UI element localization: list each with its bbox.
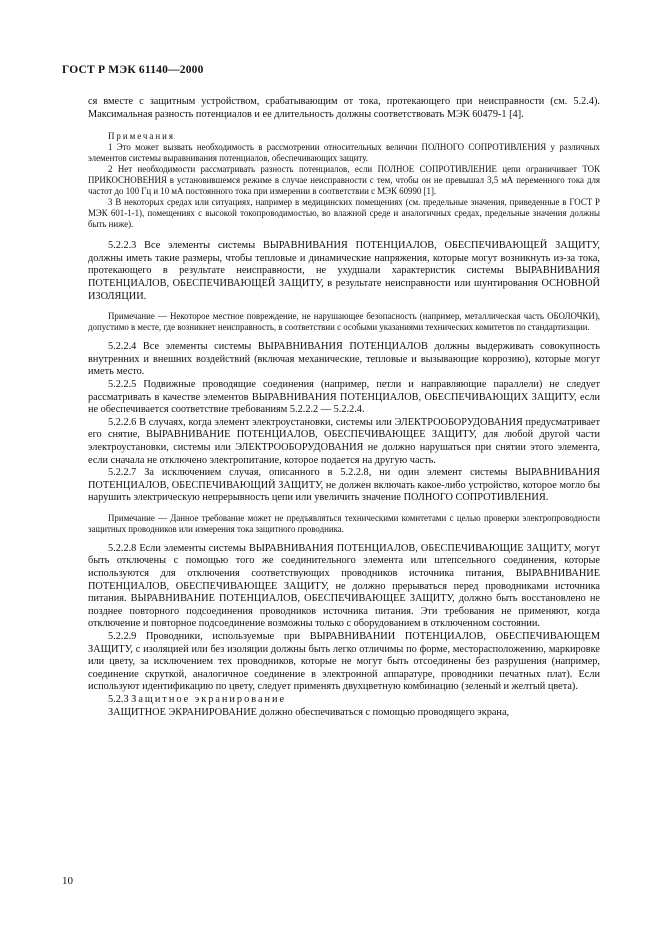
clause-5-2-2-8: 5.2.2.8 Если элементы системы ВЫРАВНИВАНИЯ ПОТЕНЦИАЛОВ, ОБЕСПЕЧИВАЮЩИЕ ЗАЩИТУ, могут быть отключены с помощью того же соединительного элемента или штепсельного соединения, которые используются для отключения соответствующих проводников источника питания, ВЫРАВНИВАНИЕ ПОТЕНЦИАЛОВ, ОБЕСПЕЧИВАЮЩЕЕ ЗАЩИТУ, не должно прерываться перед проводниками источника питания. ВЫРАВНИВАНИЕ ПОТЕНЦИАЛОВ, ОБЕСПЕЧИВАЮЩЕЕ ЗАЩИТУ, должно быть восстановлено не позднее повторного подсоединения проводников источника питания. Эти требования не применяют, когда отключение и повторное подсоединение возможны только с оборудованием в отключенном состоянии. [88, 542, 600, 630]
notes-heading: Примечания [108, 131, 175, 142]
clause-5-2-2-3: 5.2.2.3 Все элементы системы ВЫРАВНИВАНИЯ ПОТЕНЦИАЛОВ, ОБЕСПЕЧИВАЮЩЕЙ ЗАЩИТУ, должны иметь такие размеры, чтобы тепловые и динамические напряжения, которые могут возникнуть из-за тока, протекающего в результате неисправности, не ухудшали характеристик системы ВЫРАВНИВАНИЯ ПОТЕНЦИАЛОВ, ОБЕСПЕЧИВАЮЩЕЙ ЗАЩИТУ, в результате неисправности или шунтирования ОСНОВНОЙ ИЗОЛЯЦИИ. [88, 240, 600, 302]
continuation-paragraph: ся вместе с защитным устройством, срабатывающим от тока, протекающего при неисправности (см. 5.2.4). Максимальная разность потенциалов и ее длительность должны соответствовать МЭК 60479-1 [4]. [88, 96, 600, 120]
note-5-2-2-3: Примечание — Некоторое местное повреждение, не нарушающее безопасность (например, металлическая часть ОБОЛОЧКИ), допустимо в месте, где возникнет неисправность, в соответствии с особыми указаниями технических комитетов по стандартизации. [88, 311, 600, 333]
clause-5-2-2-5: 5.2.2.5 Подвижные проводящие соединения (например, петли и направляющие параллели) не следует рассматривать в качестве элементов ВЫРАВНИВАНИЯ ПОТЕНЦИАЛОВ, ОБЕСПЕЧИВАЮЩИХ ЗАЩИТУ, если не обеспечивается соответствие требованиям 5.2.2.2 — 5.2.2.4. [88, 378, 600, 416]
note-item: 3 В некоторых средах или ситуациях, например в медицинских помещениях (см. предельные значения, приведенные в ГОСТ Р МЭК 601-1-1), помещениях с высокой токопроводимостью, во влажной среде и аналогичных средах, предельные значения должны быть ниже). [88, 197, 600, 230]
section-5-2-3-heading [88, 694, 600, 707]
page-content [88, 96, 600, 719]
clause-5-2-2-6: 5.2.2.6 В случаях, когда элемент электроустановки, системы или ЭЛЕКТРООБОРУДОВАНИЯ предусматривает его снятие, ВЫРАВНИВАНИЕ ПОТЕНЦИАЛОВ, ОБЕСПЕЧИВАЮЩЕЕ ЗАЩИТУ, для любой другой части электроустановки, системы или ЭЛЕКТРООБОРУДОВАНИЯ не должно нарушаться при снятии этого элемента, если сначала не отключено электропитание, которое подается на другую часть. [88, 416, 600, 466]
clause-5-2-2-7: 5.2.2.7 За исключением случая, описанного в 5.2.2.8, ни один элемент системы ВЫРАВНИВАНИЯ ПОТЕНЦИАЛОВ, ОБЕСПЕЧИВАЮЩИЙ ЗАЩИТУ, не должен включать какое-либо устройство, которое могло бы нарушить электрическую непрерывность цепи или увеличить значение ПОЛНОГО СОПРОТИВЛЕНИЯ. [88, 467, 600, 504]
section-number: 5.2.3 [108, 694, 129, 705]
note-item: 1 Это может вызвать необходимость в рассмотрении относительных величин ПОЛНОГО СОПРОТИВЛЕНИЯ у различных элементов системы выравнивания потенциалов, обеспечивающих защиту. [88, 142, 600, 164]
section-5-2-3-text: ЗАЩИТНОЕ ЭКРАНИРОВАНИЕ должно обеспечиваться с помощью проводящего экрана, [108, 706, 510, 718]
note-item: 2 Нет необходимости рассматривать разность потенциалов, если ПОЛНОЕ СОПРОТИВЛЕНИЕ цепи ограничивает ТОК ПРИКОСНОВЕНИЯ в установившемся режиме в случае неисправности с тем, чтобы он не превышал 3,5 мА переменного тока для частот до 100 Гц и 10 мА постоянного тока при измерении в соответствии с МЭК 60990 [1]. [88, 164, 600, 197]
page-number: 10 [62, 875, 73, 887]
document-header: ГОСТ Р МЭК 61140—2000 [62, 64, 204, 76]
note-5-2-2-7: Примечание — Данное требование может не предъявляться техническими комитетами с целью проверки электропроводности защитных проводников или измерения тока защитного проводника. [88, 512, 600, 534]
section-title: Защитное экранирование [131, 694, 287, 705]
clause-5-2-2-4: 5.2.2.4 Все элементы системы ВЫРАВНИВАНИЯ ПОТЕНЦИАЛОВ должны выдерживать совокупность внутренних и внешних воздействий (включая механические, тепловые и вызывающие коррозию), которые могут иметь место. [88, 341, 600, 378]
clause-5-2-2-9: 5.2.2.9 Проводники, используемые при ВЫРАВНИВАНИИ ПОТЕНЦИАЛОВ, ОБЕСПЕЧИВАЮЩЕМ ЗАЩИТУ, с изоляцией или без изоляции должны быть легко отличимы по форме, месторасположению, маркировке или цвету, за исключением тех проводников, которые не могут быть отсоединены без разрушения (например, соединение скруткой, аналогичное соединение в электронной аппаратуре, проводники печатных плат). Если используют идентификацию по цвету, следует применять двухцветную комбинацию (зеленый и желтый цвета). [88, 631, 600, 693]
